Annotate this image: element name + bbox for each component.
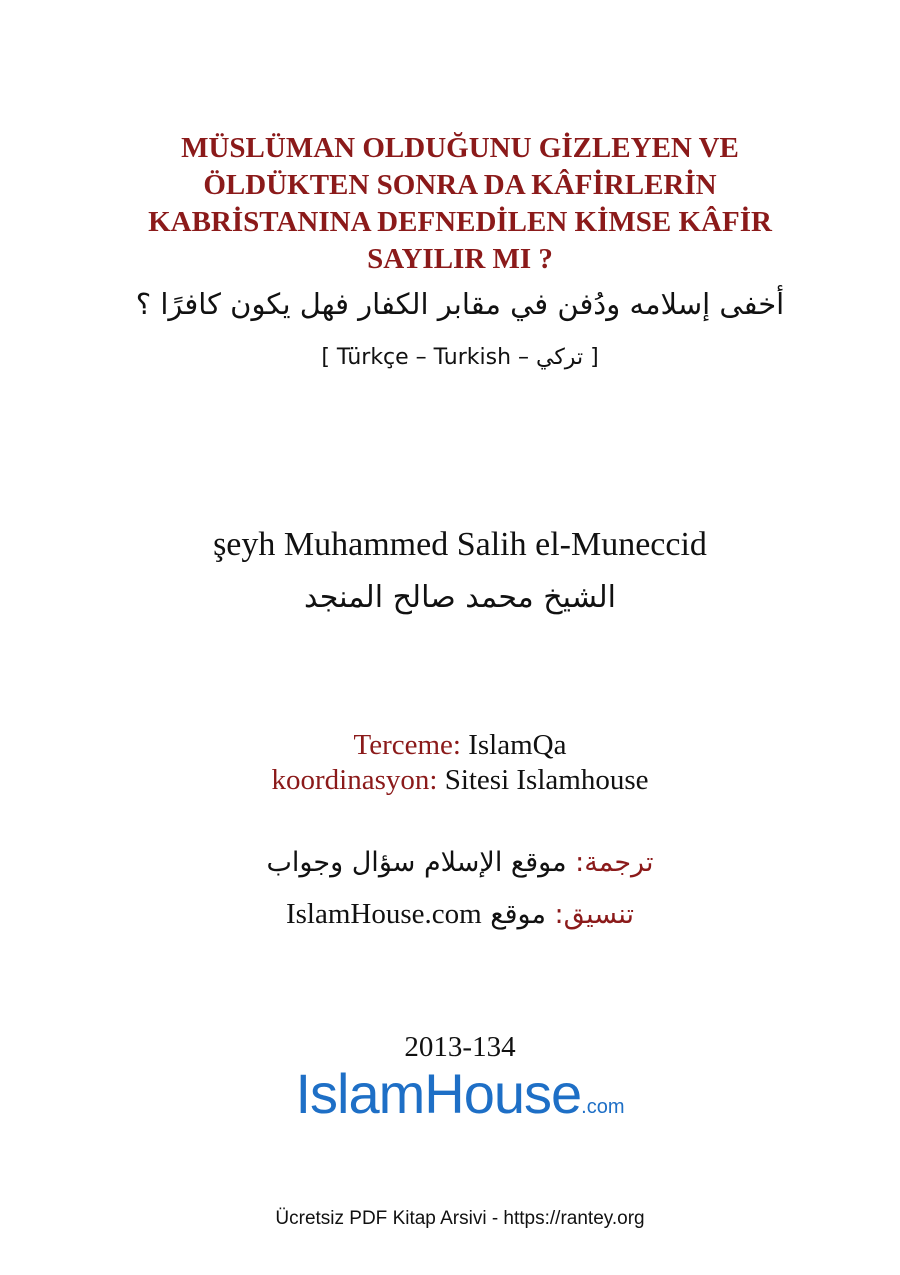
coordination-value: Sitesi Islamhouse [437,764,649,796]
arabic-translation-value: موقع الإسلام سؤال وجواب [266,847,576,878]
title-line-4: SAYILIR MI ? [367,243,553,275]
author-name-latin: şeyh Muhammed Salih el-Muneccid [213,526,707,563]
logo-suffix-text: .com [581,1096,625,1118]
author-name-arabic: الشيخ محمد صالح المنجد [304,580,616,615]
year-code: 2013-134 [404,1031,516,1063]
arabic-coordination-value: موقع [481,899,555,930]
arabic-translation-credit [100,842,820,883]
arabic-coordination-credit [100,894,820,935]
title-line-2: ÖLDÜKTEN SONRA DA KÂFİRLERİN [203,169,717,201]
translation-credit [100,726,820,764]
islamhouse-logo [100,1062,820,1126]
language-line: [ Türkçe – Turkish – تركي ] [321,345,599,370]
coordination-credit [100,761,820,799]
logo-main-text: IslamHouse [295,1062,582,1125]
arabic-translation-label: ترجمة: [575,847,654,878]
title-line-3: KABRİSTANINA DEFNEDİLEN KİMSE KÂFİR [148,206,772,238]
arabic-coordination-label: تنسيق: [554,899,635,930]
arabic-coordination-site: IslamHouse.com [285,898,482,930]
coordination-label: koordinasyon: [271,764,438,796]
title-block [100,130,820,278]
title-line-1: MÜSLÜMAN OLDUĞUNU GİZLEYEN VE [181,132,739,164]
arabic-title: أخفى إسلامه ودُفن في مقابر الكفار فهل يكون كافرًا ؟ [135,287,785,321]
translation-label: Terceme: [353,729,461,761]
translation-value: IslamQa [460,729,567,761]
footer-text: Ücretsiz PDF Kitap Arsivi - https://rantey.org [275,1208,645,1229]
